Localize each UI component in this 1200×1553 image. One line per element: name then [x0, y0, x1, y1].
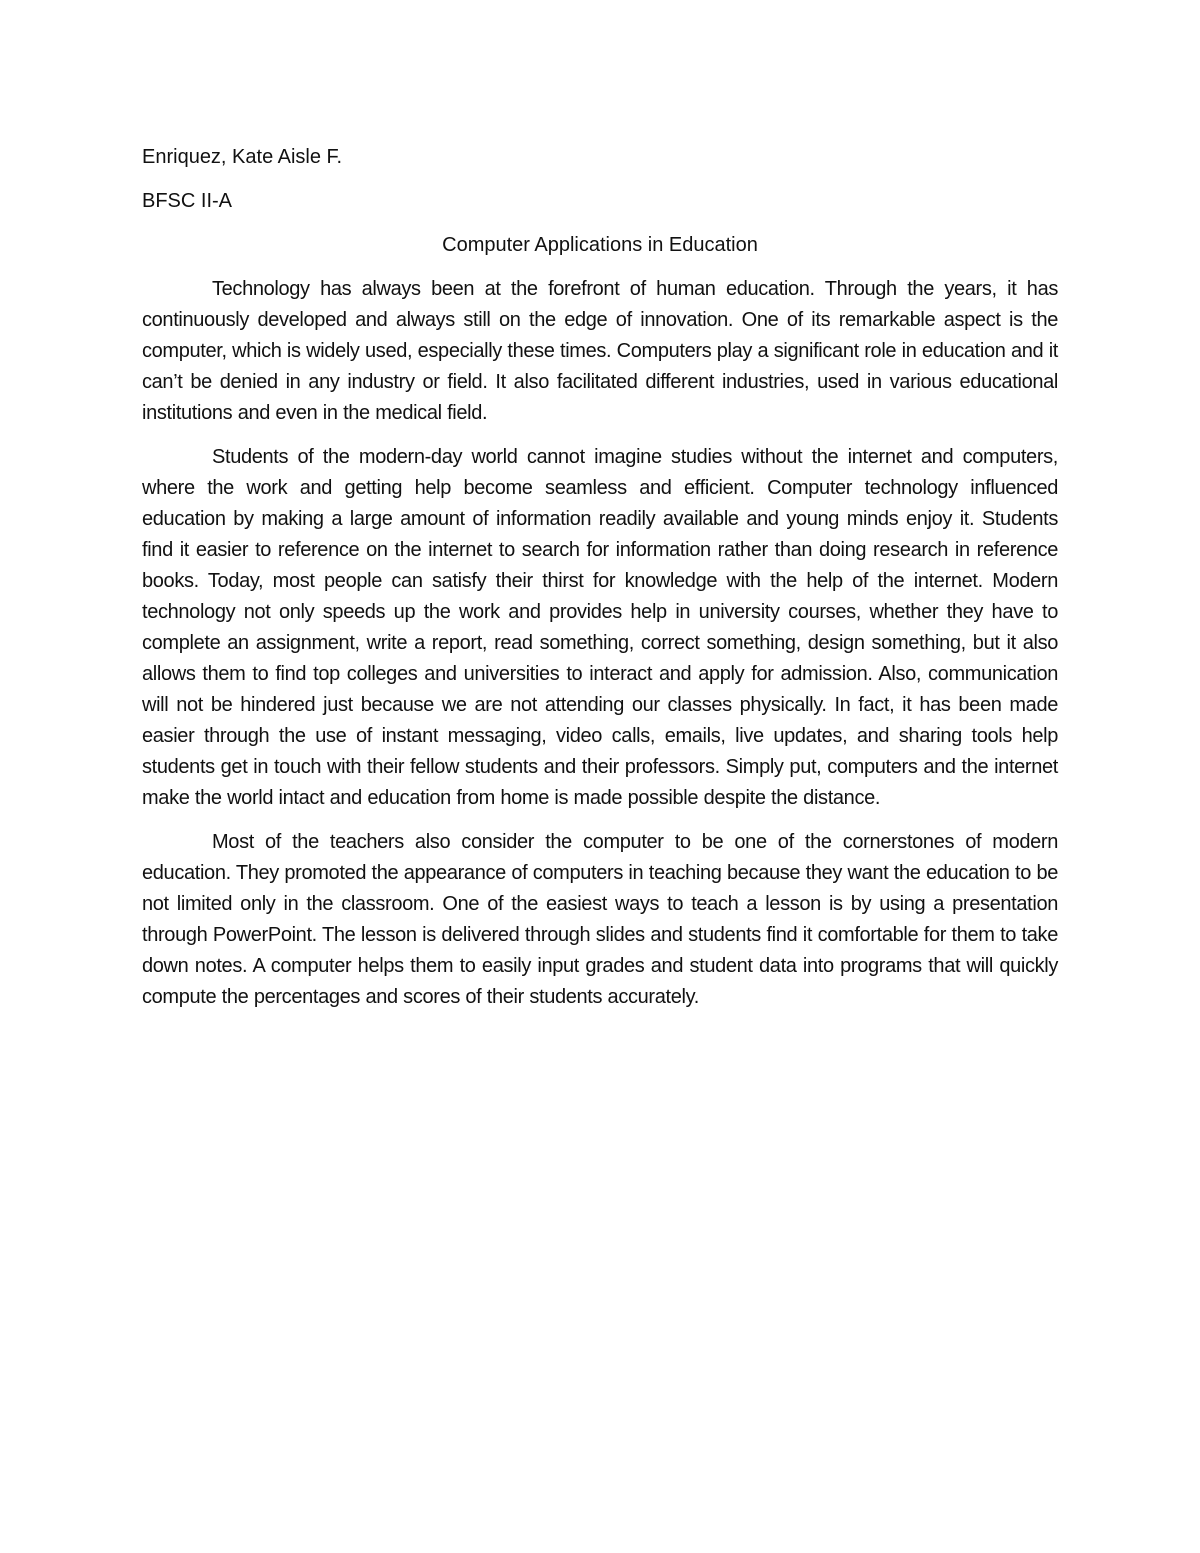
author-name: Enriquez, Kate Aisle F. [142, 146, 343, 168]
document-body [142, 142, 1058, 1026]
paragraph-3: Most of the teachers also consider the computer to be one of the cornerstones of modern education. They promoted the appearance of computers in teaching because they want the education to be not limited only in the classroom. One of the easiest ways to teach a lesson is by using a presentation through PowerPoint. The lesson is delivered through slides and students find it comfortable for them to take down notes. A computer helps them to easily input grades and student data into programs that will quickly compute the percentages and scores of their students accurately. [142, 831, 1058, 1008]
paragraph-1: Technology has always been at the forefront of human education. Through the years, it has continuously developed and always still on the edge of innovation. One of its remarkable aspect is the computer, which is widely used, especially these times. Computers play a significant role in education and it can’t be denied in any industry or field. It also facilitated different industries, used in various educational institutions and even in the medical field. [142, 278, 1058, 424]
essay-title: Computer Applications in Education [442, 234, 758, 256]
paragraph-2: Students of the modern-day world cannot imagine studies without the internet and computers, where the work and getting help become seamless and efficient. Computer technology influenced education by making a large amount of information readily available and young minds enjoy it. Students find it easier to reference on the internet to search for information rather than doing research in reference books. Today, most people can satisfy their thirst for knowledge with the help of the internet. Modern technology not only speeds up the work and provides help in university courses, whether they have to complete an assignment, write a report, read something, correct something, design something, but it also allows them to find top colleges and universities to interact and apply for admission. Also, communication will not be hindered just because we are not attending our classes physically. In fact, it has been made easier through the use of instant messaging, video calls, emails, live updates, and sharing tools help students get in touch with their fellow students and their professors. Simply put, computers and the internet make the world intact and education from home is made possible despite the distance. [142, 446, 1058, 809]
class-section: BFSC II-A [142, 190, 233, 212]
